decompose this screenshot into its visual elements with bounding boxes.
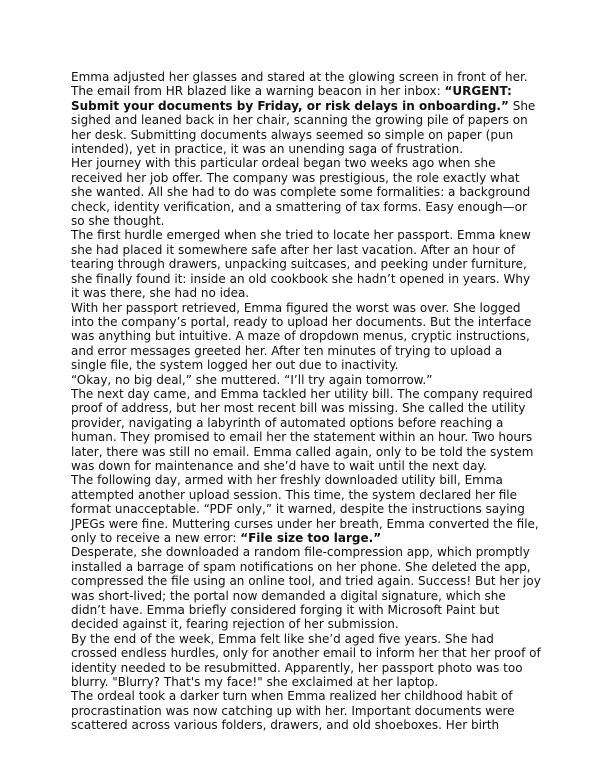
paragraph-10: The ordeal took a darker turn when Emma realized her childhood habit of procrastination was now catching up with her. Important documents were scattered across various folders, drawers, and old shoeboxes. Her birth [71,689,515,733]
paragraph-3: The first hurdle emerged when she tried to locate her passport. Emma knew she had placed it somewhere safe after her last vacation. After an hour of tearing through drawers, unpacking suitcases, and peeking under furniture, she finally found it: inside an old cookbook she hadn’t opened in years. Why it was there, she had no idea. [71,228,531,301]
file-size-error: “File size too large.” [240,531,382,545]
paragraph-1 [71,70,541,156]
paragraph-7-text: The following day, armed with her freshly downloaded utility bill, Emma attempted another upload session. This time, the system declared her file format unacceptable. “PDF only,” it warned, despite the instructions saying JPEGs were fine. Muttering curses under her breath, Emma converted the file, only to receive a new error: [71,473,539,545]
paragraph-1-text-end: She sighed and leaned back in her chair, scanning the growing pile of papers on her desk. Submitting documents always seemed so simple on paper (pun intended), yet in practice, it was an unending saga of frustration. [71,98,536,157]
document-page [71,70,541,733]
paragraph-6: The next day came, and Emma tackled her utility bill. The company required proof of address, but her most recent bill was missing. She called the utility provider, navigating a labyrinth of automated options before reaching a human. They promised to email her the statement within an hour. Two hours later, there was still no email. Emma called again, only to be told the system was down for maintenance and she’d have to wait until the next day. [71,386,534,473]
paragraph-8: Desperate, she downloaded a random file-compression app, which promptly installed a barrage of spam notifications on her phone. She deleted the app, compressed the file using an online tool, and tried again. Success! But her joy was short-lived; the portal now demanded a digital signature, which she didn’t have. Emma briefly considered forging it with Microsoft Paint but decided against it, fearing rejection of her submission. [71,545,541,632]
paragraph-1-text: Emma adjusted her glasses and stared at the glowing screen in front of her. The email from HR blazed like a warning beacon in her inbox: [71,70,528,99]
urgent-email-subject: “URGENT: Submit your documents by Friday, or risk delays in onboarding.” [71,84,512,113]
paragraph-5: “Okay, no big deal,” she muttered. “I’ll try again tomorrow.” [71,372,433,387]
paragraph-7 [71,473,541,545]
paragraph-9: By the end of the week, Emma felt like she’d aged five years. She had crossed endless hurdles, only for another email to inform her that her proof of identity needed to be resubmitted. Apparently, her passport photo was too blurry. "Blurry? That's my face!" she exclaimed at her laptop. [71,631,541,690]
paragraph-4: With her passport retrieved, Emma figured the worst was over. She logged into the company’s portal, ready to upload her documents. But the interface was anything but intuitive. A maze of dropdown menus, cryptic instructions, and error messages greeted her. After ten minutes of trying to upload a single file, the system logged her out due to inactivity. [71,300,532,373]
paragraph-2: Her journey with this particular ordeal began two weeks ago when she received her job offer. The company was prestigious, the role exactly what she wanted. All she had to do was complete some formalities: a background check, identity verification, and a smattering of tax forms. Easy enough—or so she thought. [71,156,531,229]
